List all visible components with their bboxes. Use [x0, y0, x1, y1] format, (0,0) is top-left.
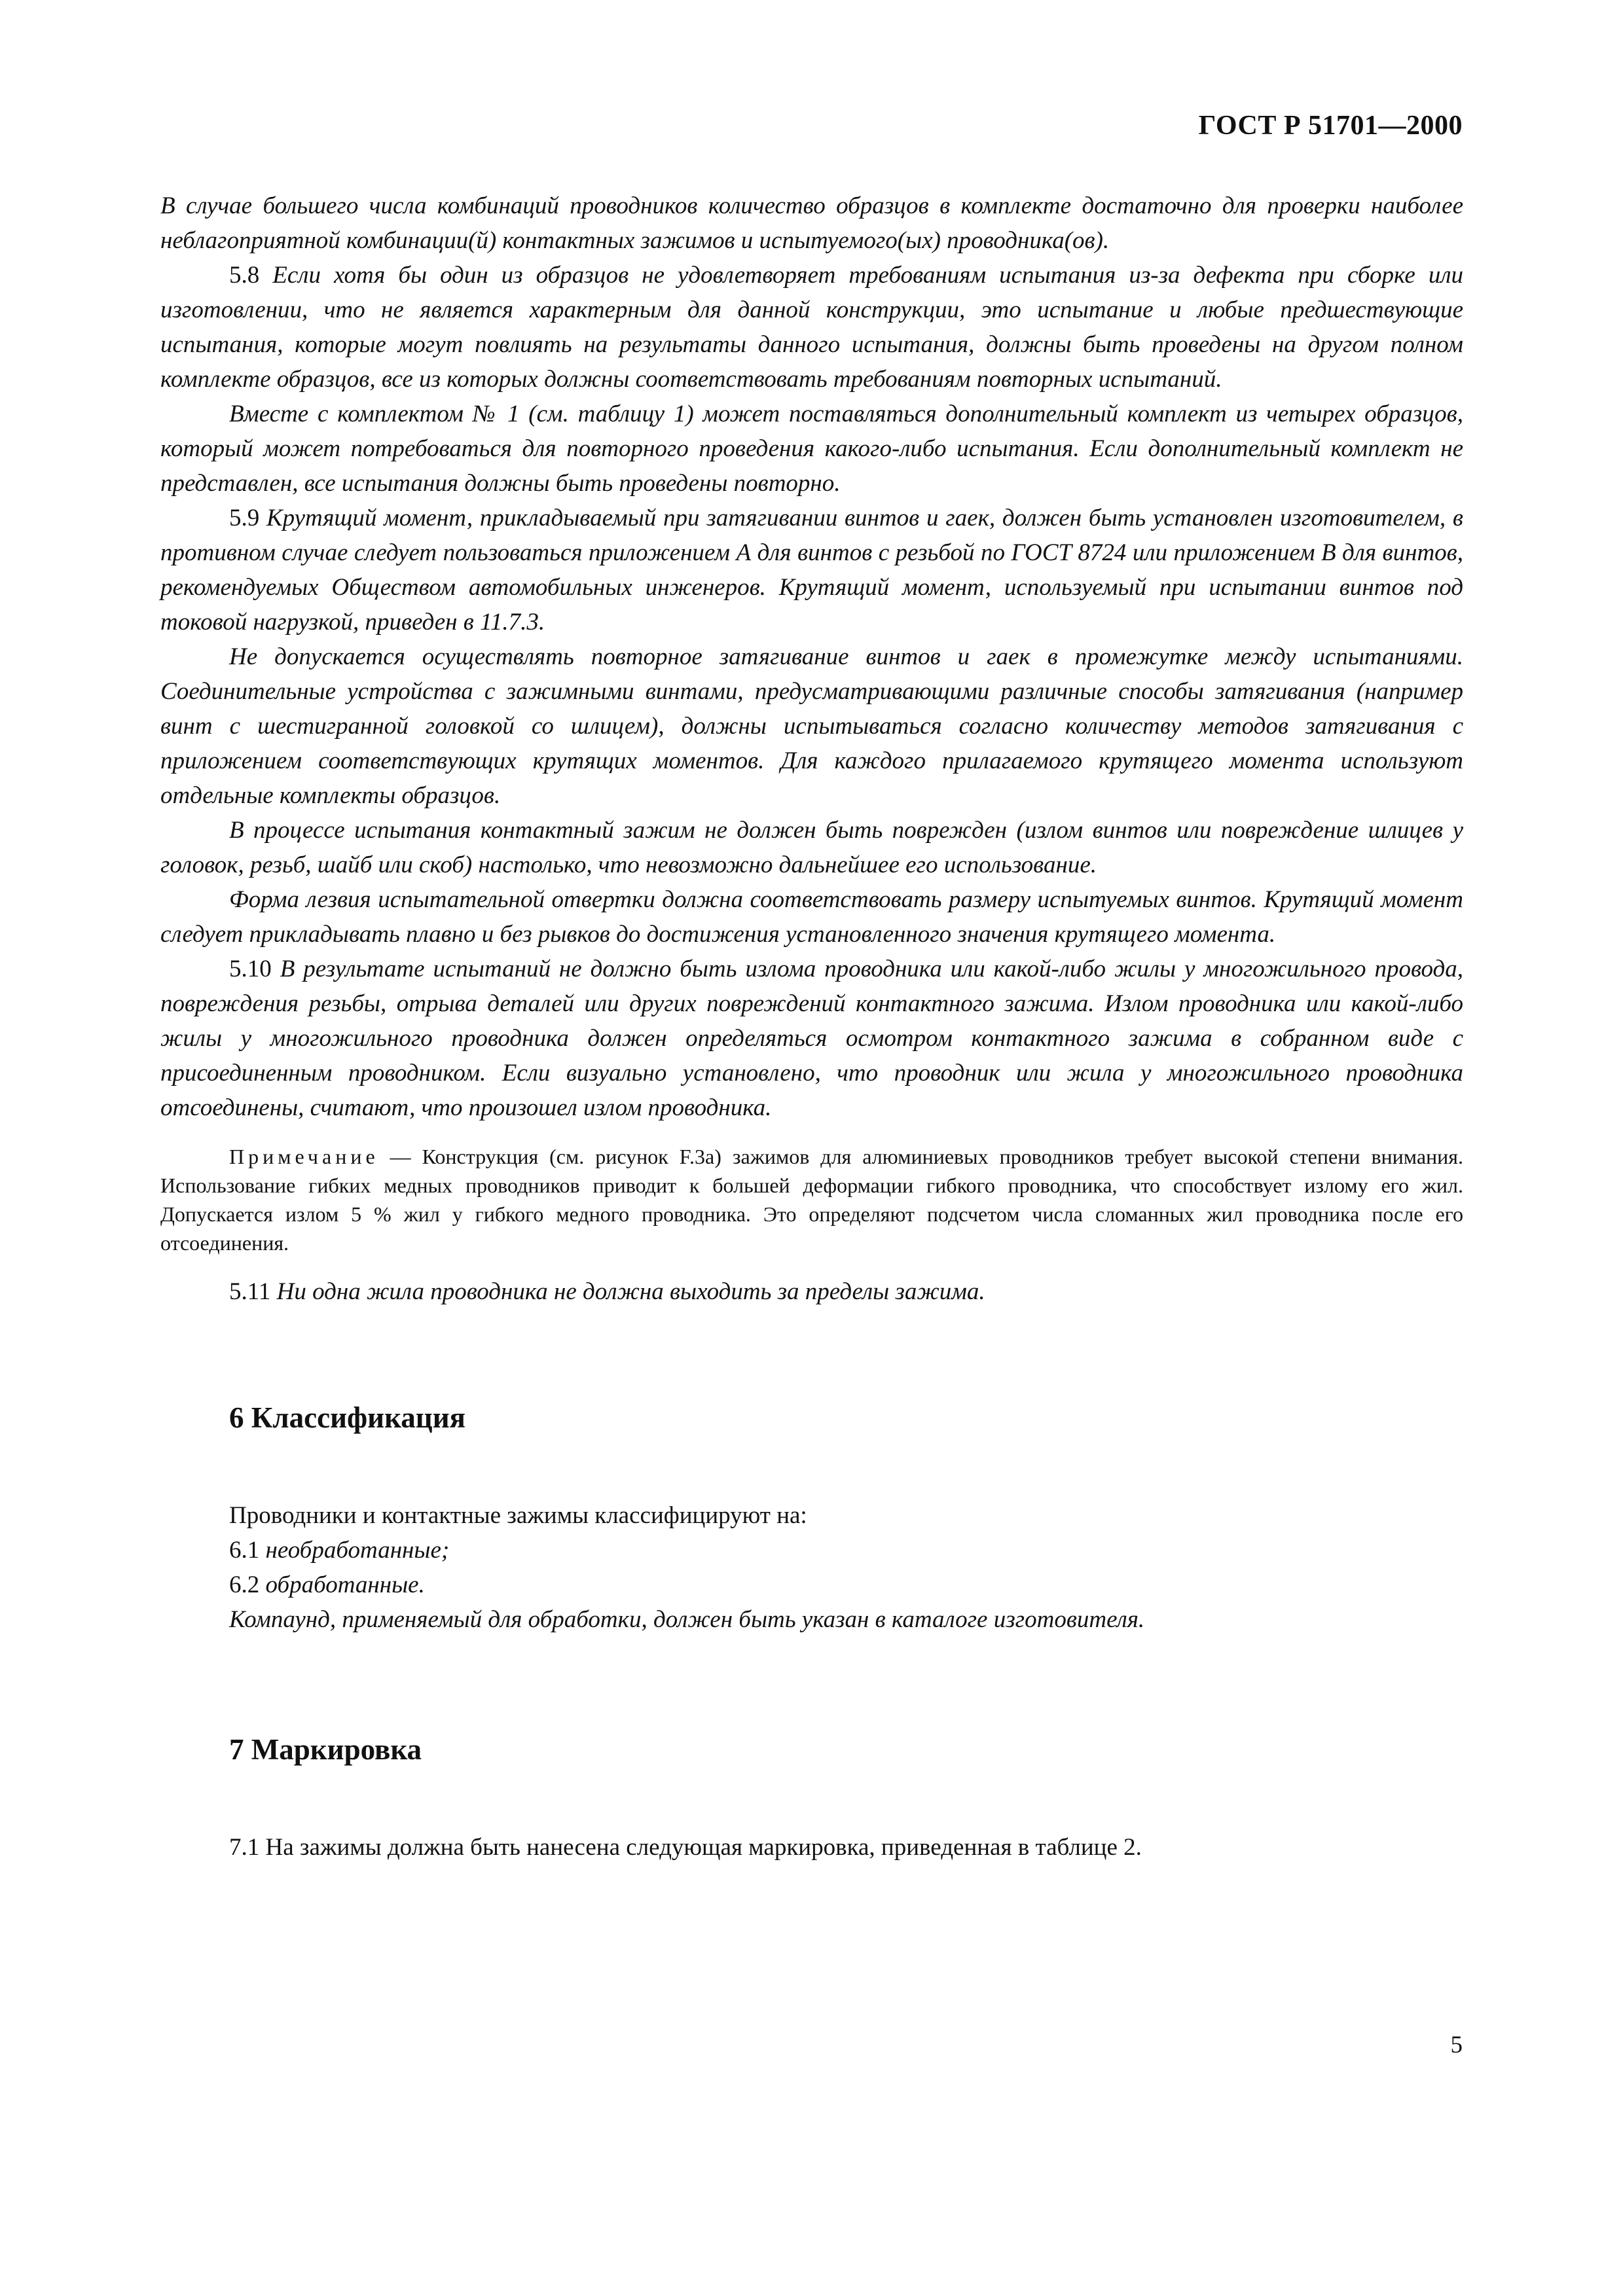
note-text: — Конструкция (см. рисунок F.3a) зажимов для алюминиевых проводников требует высокой степени внимания. Использование гибких медных проводников приводит к большей деформации гибкого проводника, что способствует излому его жил. Допускается излом 5 % жил у гибкого медного проводника. Это определяют подсчетом числа сломанных жил проводника после его отсоединения. [160, 1145, 1463, 1255]
clause-number: 5.9 [229, 505, 260, 531]
clause-text: В результате испытаний не должно быть излома проводника или какой-либо жилы у многожильного провода, повреждения резьбы, отрыва деталей или других повреждений контактного зажима. Излом проводника или какой-либо жилы у многожильного проводника должен определяться осмотром контактного зажима в собранном виде с присоединенным проводником. Если визуально установлено, что проводник или жила у многожильного проводника отсоединены, считают, что произошел излом проводника. [160, 956, 1463, 1121]
item-6-2 [160, 1568, 1463, 1602]
paragraph-5-9-c: В процессе испытания контактный зажим не должен быть поврежден (излом винтов или повреждение шлицев у головок, резьб, шайб или скоб) настолько, что невозможно дальнейшее его использование. [160, 817, 1463, 878]
paragraph-continuation: В случае большего числа комбинаций проводников количество образцов в комплекте достаточно для проверки наиболее неблагоприятной комбинации(й) контактных зажимов и испытуемого(ых) проводника(ов). [160, 192, 1463, 254]
section-6-note: Компаунд, применяемый для обработки, должен быть указан в каталоге изготовителя. [229, 1606, 1145, 1633]
paragraph-5-9-b: Не допускается осуществлять повторное затягивание винтов и гаек в промежутке между испытаниями. Соединительные устройства с зажимными винтами, предусматривающими различные способы затягивания (например винт с шестигранной головкой со шлицем), должны испытываться согласно количеству методов затягивания с приложением соответствующих крутящих моментов. Для каждого прилагаемого крутящего момента используют отдельные комплекты образцов. [160, 643, 1463, 809]
paragraph-5-10 [160, 952, 1463, 1125]
clause-number: 6.2 [229, 1571, 260, 1598]
clause-text: необработанные; [265, 1537, 450, 1564]
page-number: 5 [1450, 2032, 1463, 2058]
clause-text: Если хотя бы один из образцов не удовлетворяет требованиям испытания из-за дефекта при сборке или изготовлении, что не является характерным для данной конструкции, это испытание и любые предшествующие испытания, которые могут повлиять на результаты данного испытания, должны быть проведены на другом полном комплекте образцов, все из которых должны соответствовать требованиям повторных испытаний. [160, 262, 1463, 393]
clause-text: Крутящий момент, прикладываемый при затягивании винтов и гаек, должен быть установлен изготовителем, в противном случае следует пользоваться приложением А для винтов с резьбой по ГОСТ 8724 или приложением В для винтов, рекомендуемых Обществом автомобильных инженеров. Крутящий момент, используемый при испытании винтов под токовой нагрузкой, приведен в 11.7.3. [160, 505, 1463, 636]
section-6-intro: Проводники и контактные зажимы классифицируют на: [229, 1502, 807, 1529]
section-6-heading: 6 Классификация [229, 1401, 466, 1434]
paragraph-5-9 [160, 501, 1463, 639]
note-paragraph [160, 1142, 1463, 1257]
clause-number: 5.11 [229, 1278, 271, 1305]
paragraph-5-8-b: Вместе с комплектом № 1 (см. таблицу 1) может поставляться дополнительный комплект из четырех образцов, который может потребоваться для повторного проведения какого-либо испытания. Если дополнительный комплект не представлен, все испытания должны быть проведены повторно. [160, 401, 1463, 497]
paragraph-5-8 [160, 258, 1463, 397]
item-6-1 [160, 1533, 1463, 1568]
note-label: Примечание [229, 1145, 379, 1168]
document-body [160, 188, 1463, 1865]
paragraph-7-1: 7.1 На зажимы должна быть нанесена следующая маркировка, приведенная в таблице 2. [229, 1834, 1142, 1861]
clause-text: обработанные. [265, 1571, 425, 1598]
section-7-heading: 7 Маркировка [229, 1733, 422, 1766]
clause-number: 5.10 [229, 956, 272, 982]
paragraph-5-9-d: Форма лезвия испытательной отвертки должна соответствовать размеру испытуемых винтов. Крутящий момент следует прикладывать плавно и без рывков до достижения установленного значения крутящего момента. [160, 886, 1463, 948]
clause-number: 5.8 [229, 262, 260, 289]
paragraph-5-11 [160, 1274, 1463, 1309]
clause-text: Ни одна жила проводника не должна выходить за пределы зажима. [276, 1278, 985, 1305]
document-header: ГОСТ Р 51701—2000 [1198, 111, 1463, 141]
clause-number: 6.1 [229, 1537, 260, 1564]
